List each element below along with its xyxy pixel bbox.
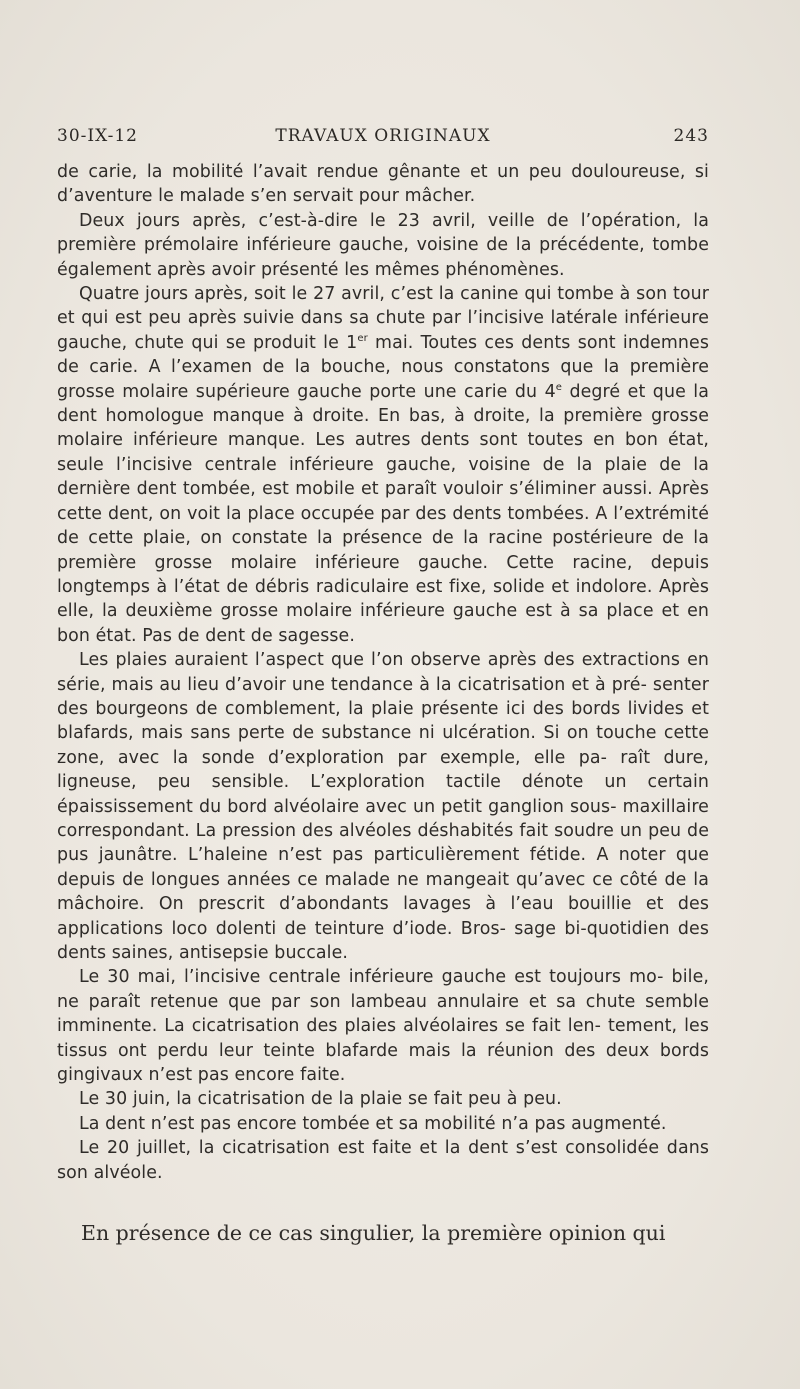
running-header	[57, 126, 709, 156]
next-section-first-line: En présence de ce cas singulier, la première opinion qui	[81, 1221, 666, 1245]
paragraph-2: Deux jours après, c’est-à-dire le 23 avril, veille de l’opération, la première prémolaire inférieure gauche, voisine de la précédente, tombe également après avoir présenté les mêmes phénomènes.	[57, 210, 709, 280]
paragraph-3-part-3: degré et que la dent homologue manque à droite. En bas, à droite, la première grosse molaire inférieure manque. Les autres dents sont toutes en bon état, seule l’incisive centrale inférieure gauche, voisine de la plaie de la dernière dent tombée, est mobile et paraît vouloir s’éliminer aussi. Après cette dent, on voit la place occupée par des dents tombées. A l’extrémité de cette plaie, on constate la présence de la racine postérieure de la première grosse molaire inférieure gauche. Cette racine, depuis longtemps à l’état de débris radiculaire est fixe, solide et indolore. Après elle, la deuxième grosse molaire inférieure gauche est à sa place et en bon état. Pas de dent de sagesse.	[57, 381, 709, 646]
paragraph-5: Le 30 mai, l’incisive centrale inférieure gauche est toujours mo- bile, ne paraît retenue que par son lambeau annulaire et sa chute semble imminente. La cicatrisation des plaies alvéolaires se fait len- tement, les tissus ont perdu leur teinte blafarde mais la réunion des deux bords gingivaux n’est pas encore faite.	[57, 967, 709, 1086]
ordinal-suffix-e: e	[555, 381, 563, 393]
paragraph-8: Le 20 juillet, la cicatrisation est faite et la dent s’est consolidée dans son alvéole.	[57, 1138, 709, 1183]
paragraph-1: de carie, la mobilité l’avait rendue gênante et un peu douloureuse, si d’aventure le malade s’en servait pour mâcher.	[57, 162, 709, 207]
paragraph-7: La dent n’est pas encore tombée et sa mobilité n’a pas augmenté.	[79, 1113, 667, 1134]
header-date: 30-IX-12	[57, 126, 138, 146]
paragraph-4: Les plaies auraient l’aspect que l’on observe après des extractions en série, mais au lieu d’avoir une tendance à la cicatrisation et à pré- senter des bourgeons de comblement, la plaie présente ici des bords livides et blafards, mais sans perte de substance ni ulcération. Si on touche cette zone, avec la sonde d’exploration par exemple, elle pa- raît dure, ligneuse, peu sensible. L’exploration tactile dénote un certain épaississement du bord alvéolaire avec un petit ganglion sous- maxillaire correspondant. La pression des alvéoles déshabités fait soudre un peu de pus jaunâtre. L’haleine n’est pas particulièrement fétide. A noter que depuis de longues années ce malade ne mangeait qu’avec ce côté de la mâchoire. On prescrit d’abondants lavages à l’eau bouillie et des applications loco dolenti de teinture d’iode. Bros- sage bi-quotidien des dents saines, antisepsie buccale.	[57, 650, 709, 963]
paragraph-3	[57, 282, 709, 648]
paragraph-6: Le 30 juin, la cicatrisation de la plaie se fait peu à peu.	[79, 1089, 562, 1110]
header-section-title: TRAVAUX ORIGINAUX	[275, 126, 491, 146]
paragraph-3-part-2: mai. Toutes ces dents sont indemnes de carie. A l’examen de la bouche, nous constatons que la première grosse molaire supérieure gauche porte une carie du 4	[57, 332, 710, 402]
page-number: 243	[673, 126, 709, 146]
ordinal-suffix-er: er	[357, 332, 368, 344]
paragraph-3-part-1: Quatre jours après, soit le 27 avril, c’est la canine qui tombe à son tour et qui est peu après suivie dans sa chute par l’incisive latérale inférieure gauche, chute qui se produit le 1	[57, 284, 709, 353]
body-text	[57, 160, 709, 1185]
